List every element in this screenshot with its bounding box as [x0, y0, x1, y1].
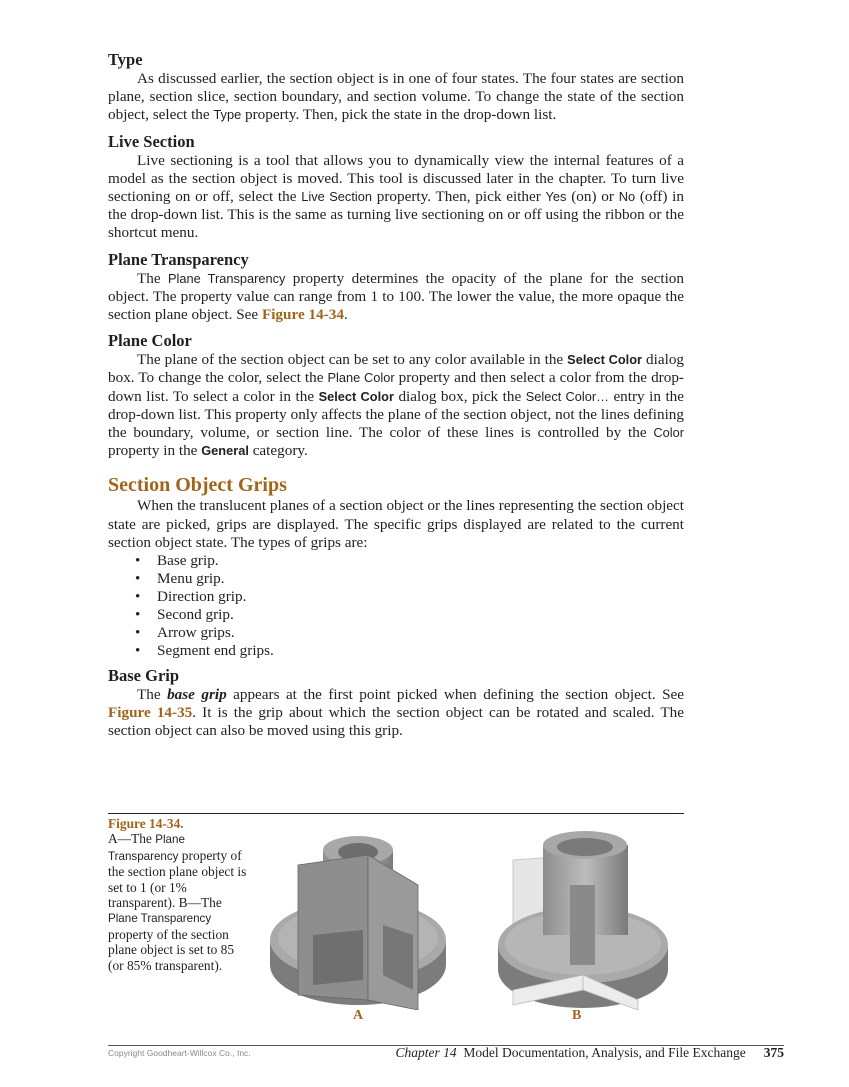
page-number: 375 — [763, 1045, 784, 1060]
list-item: • Second grip. — [130, 606, 684, 624]
figure-divider — [108, 813, 684, 814]
heading-section-object-grips: Section Object Grips — [108, 474, 287, 497]
footer-running-head — [396, 1045, 784, 1061]
footer-copyright: Copyright Goodheart-Willcox Co., Inc. — [108, 1048, 251, 1058]
paragraph-type: As discussed earlier, the section object is in one of four states. The four states are section plane, section slice, section boundary, and section volume. To change the state of the section object, select the Type property. Then, pick the state in the drop-down list. — [108, 70, 684, 124]
list-item: • Arrow grips. — [130, 624, 684, 642]
figure-a-section-model-image — [268, 825, 448, 1010]
figure-caption: Figure 14-34. A—The Plane Transparency property of the section plane object is set to 1 (or 1% transparent). B—The Plane Transparency property of the section plane object is set to 85 (or 85% transparent). — [108, 816, 247, 973]
figure-b-section-model-image — [488, 825, 668, 1010]
heading-base-grip: Base Grip — [108, 666, 180, 686]
grip-types-list — [108, 552, 684, 660]
footer-chapter-title: Model Documentation, Analysis, and File Exchange — [463, 1045, 746, 1060]
list-item: • Menu grip. — [130, 570, 684, 588]
page-body — [108, 50, 684, 741]
paragraph-plane-transparency: The Plane Transparency property determines the opacity of the plane for the section object. The property value can range from 1 to 100. The lower the value, the more opaque the section plane object. See Figure 14-34. — [108, 269, 684, 324]
figure-ref-14-34[interactable]: Figure 14-34 — [261, 306, 344, 324]
heading-type: Type — [108, 50, 143, 69]
paragraph-grips: When the translucent planes of a section object or the lines representing the section object state are picked, grips are displayed. The specific grips displayed are related to the current section object state. The types of grips are: — [108, 497, 684, 551]
figure-label: Figure 14-34. — [108, 816, 184, 831]
heading-live-section: Live Section — [108, 131, 195, 151]
panel-label-b: B — [572, 1008, 582, 1023]
heading-plane-color: Plane Color — [108, 331, 192, 351]
paragraph-base-grip: The base grip appears at the first point picked when defining the section object. See Figure 14-35. It is the grip about which the section object can be rotated and scaled. The section object can also be moved using this grip. — [108, 686, 684, 740]
footer-chapter: Chapter 14 — [395, 1045, 457, 1060]
list-item: • Segment end grips. — [130, 642, 684, 660]
paragraph-live-section: Live sectioning is a tool that allows you to dynamically view the internal features of a model as the section object is moved. This tool is discussed later in the chapter. To turn live sectioning on or off, select the Live Section property. Then, pick either Yes (on) or No (off) in the drop-down list. This is the same as turning live sectioning on or off using the ribbon or the shortcut menu. — [108, 151, 684, 242]
heading-plane-transparency: Plane Transparency — [108, 249, 249, 269]
panel-label-a: A — [353, 1008, 364, 1023]
list-item: • Base grip. — [130, 552, 684, 570]
figure-ref-14-35[interactable]: Figure 14-35 — [108, 704, 193, 722]
property-type: Type — [213, 107, 242, 123]
list-item: • Direction grip. — [130, 588, 684, 606]
paragraph-plane-color: The plane of the section object can be set to any color available in the Select Color dialog box. To change the color, select the Plane Color property and then select a color from the drop-down list. To select a color in the Select Color dialog box, pick the Select Color… entry in the drop-down list. This property only affects the plane of the section object, not the lines defining the boundary, volume, or section line. The color of these lines is controlled by the Color property in the General category. — [108, 351, 685, 460]
